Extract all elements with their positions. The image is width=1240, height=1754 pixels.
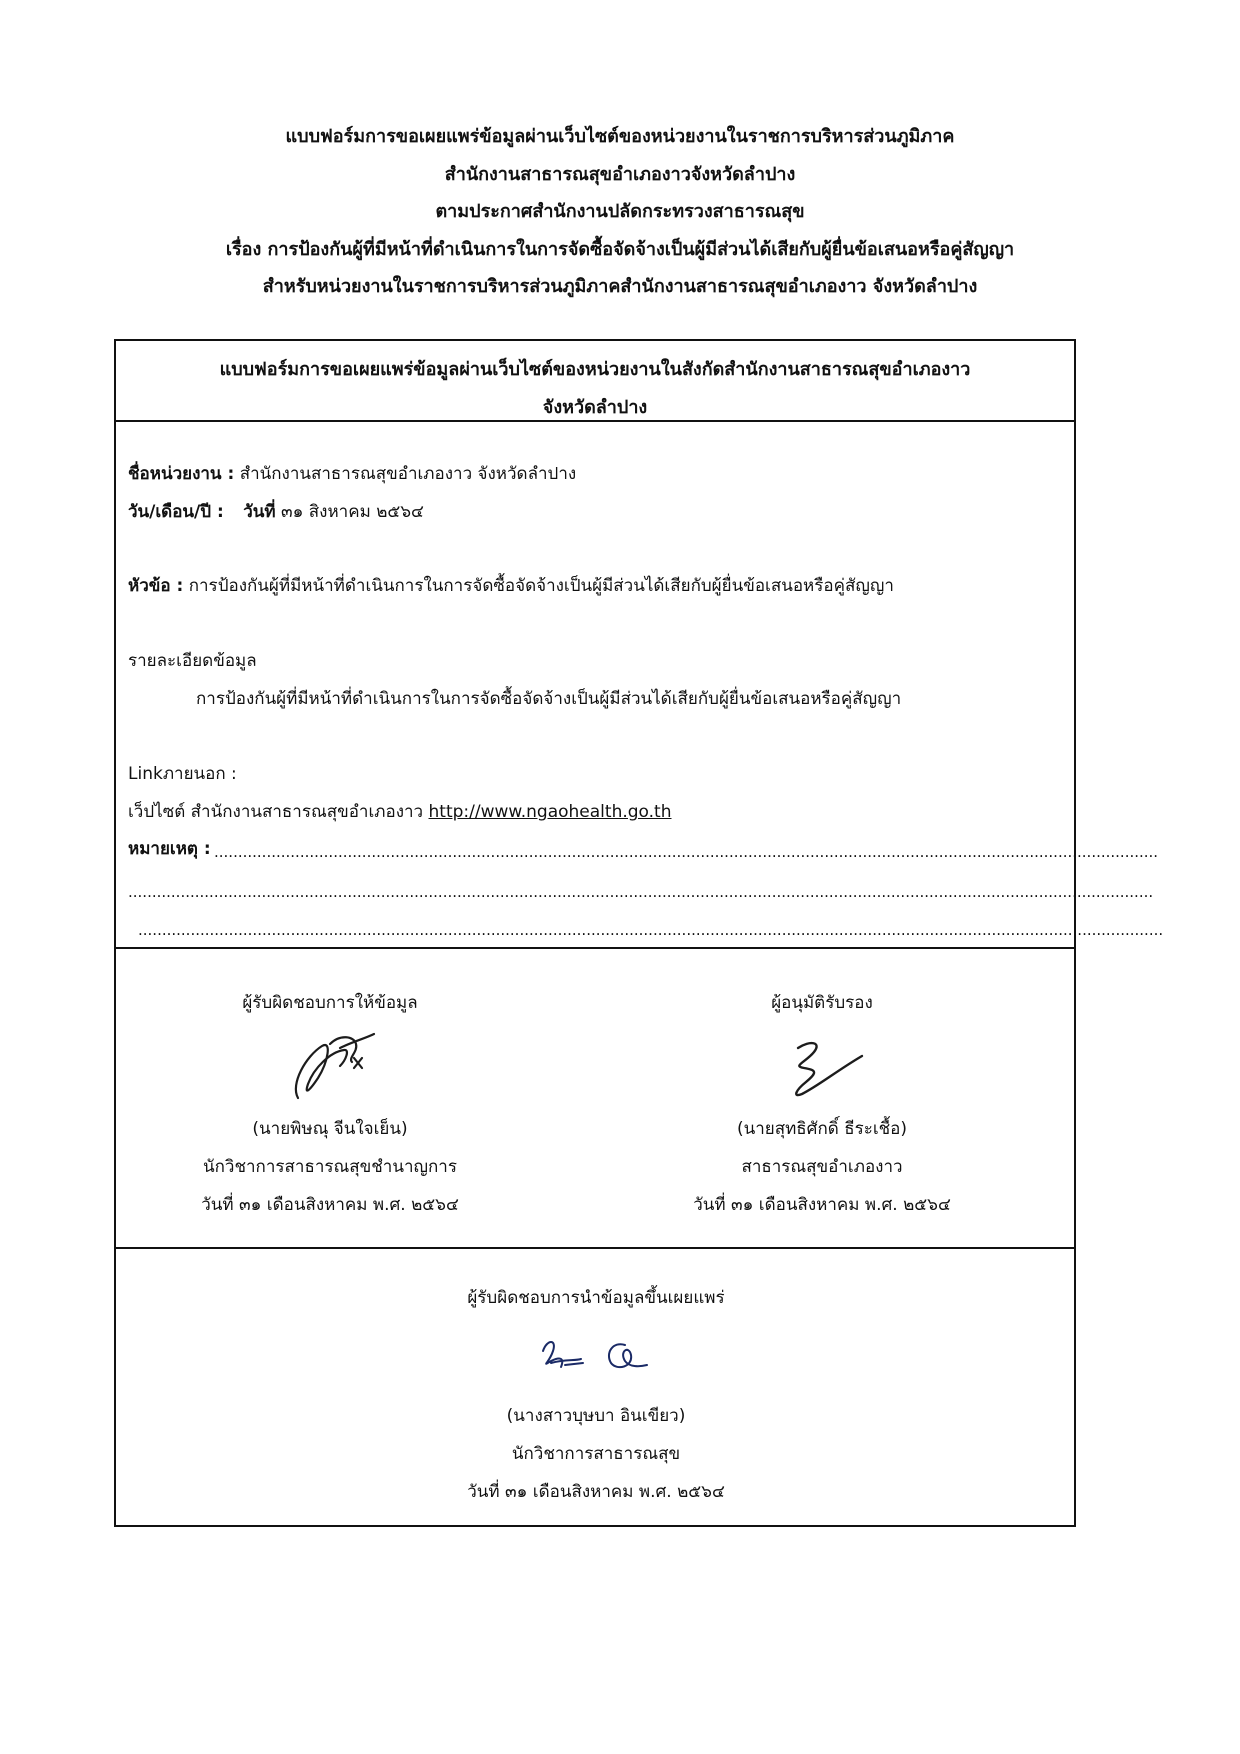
topic-row (128, 571, 1063, 601)
signature-right-date: วันที่ ๓๑ เดือนสิงหาคม พ.ศ. ๒๕๖๔ (693, 1195, 951, 1215)
divider-info (116, 947, 1074, 949)
header-line-3: ตามประกาศสำนักงานปลัดกระทรวงสาธารณสุข (435, 201, 805, 222)
form-box (114, 339, 1164, 1527)
agency-value: สำนักงานสาธารณสุขอำเภองาว จังหวัดลำปาง (239, 464, 577, 484)
website-row (128, 797, 1063, 827)
link-label: Linkภายนอก : (128, 764, 237, 784)
date-label: วัน/เดือน/ปี : (128, 502, 224, 522)
date-day-label: วันที่ (243, 502, 276, 522)
agency-row (128, 459, 1063, 489)
note-label: หมายเหตุ : (128, 839, 211, 859)
header-line-2: สำนักงานสาธารณสุขอำเภองาวจังหวัดลำปาง (444, 163, 796, 185)
note-dotted-line-2: ....................................................................................................................................................................................................................... (128, 883, 1154, 901)
handwritten-signature-left-icon (270, 1022, 390, 1110)
signature-bottom-image (386, 1317, 806, 1397)
signature-bottom-position: นักวิชาการสาธารณสุข (511, 1444, 681, 1464)
header-line-1: แบบฟอร์มการขอเผยแพร่ข้อมูลผ่านเว็บไซต์ของหน่วยงานในราชการบริหารส่วนภูมิภาค (285, 126, 955, 147)
form-title-line-2: จังหวัดลำปาง (542, 397, 648, 418)
signature-right-role: ผู้อนุมัติรับรอง (771, 993, 873, 1013)
form-title (116, 351, 1074, 427)
website-link[interactable]: http://www.ngaohealth.go.th (428, 802, 672, 822)
signature-bottom-date: วันที่ ๓๑ เดือนสิงหาคม พ.ศ. ๒๕๖๔ (467, 1482, 725, 1502)
agency-label: ชื่อหน่วยงาน : (128, 464, 235, 484)
handwritten-signature-bottom-icon (521, 1317, 671, 1397)
website-label: เว็ปไซต์ สำนักงานสาธารณสุขอำเภองาว (128, 802, 424, 822)
form-title-line-1: แบบฟอร์มการขอเผยแพร่ข้อมูลผ่านเว็บไซต์ของหน่วยงานในสังกัดสำนักงานสาธารณสุขอำเภองาว (219, 359, 971, 380)
signature-left-position: นักวิชาการสาธารณสุขชำนาญการ (203, 1157, 457, 1177)
divider-signatures (116, 1247, 1074, 1249)
signature-bottom-role: ผู้รับผิดชอบการนำข้อมูลขึ้นเผยแพร่ (467, 1288, 725, 1308)
note-dotted-line-1: ...................................................................................................................................................................................................... (214, 843, 1159, 861)
signature-left-date: วันที่ ๓๑ เดือนสิงหาคม พ.ศ. ๒๕๖๔ (201, 1195, 459, 1215)
signature-block-right (612, 984, 1032, 1224)
signature-bottom-name: (นางสาวบุษบา อินเขียว) (506, 1406, 686, 1426)
detail-value: การป้องกันผู้ที่มีหน้าที่ดำเนินการในการจัดซื้อจัดจ้างเป็นผู้มีส่วนได้เสียกับผู้ยื่นข้อเสนอหรือคู่สัญญา (196, 689, 902, 709)
topic-label: หัวข้อ : (128, 576, 184, 596)
divider-title (116, 420, 1074, 422)
signature-left-name: (นายพิษณุ จีนใจเย็น) (252, 1119, 408, 1139)
signature-right-name: (นายสุทธิศักดิ์ ธีระเชื้อ) (736, 1119, 908, 1139)
signature-block-left (120, 984, 540, 1224)
signature-right-image (612, 1022, 1032, 1110)
signature-left-image (120, 1022, 540, 1110)
signature-right-position: สาธารณสุขอำเภองาว (741, 1157, 903, 1177)
header-line-5: สำหรับหน่วยงานในราชการบริหารส่วนภูมิภาคสำนักงานสาธารณสุขอำเภองาว จังหวัดลำปาง (262, 276, 978, 297)
header-line-4: เรื่อง การป้องกันผู้ที่มีหน้าที่ดำเนินการในการจัดซื้อจัดจ้างเป็นผู้มีส่วนได้เสียกับผู้ยื่นข้อเสนอหรือคู่สัญญา (225, 238, 1015, 260)
date-row (128, 497, 1063, 527)
date-value: ๓๑ สิงหาคม ๒๕๖๔ (280, 502, 424, 522)
note-dotted-line-3: ....................................................................................................................................................................................................................... (138, 921, 1164, 939)
topic-value: การป้องกันผู้ที่มีหน้าที่ดำเนินการในการจัดซื้อจัดจ้างเป็นผู้มีส่วนได้เสียกับผู้ยื่นข้อเสนอหรือคู่สัญญา (188, 576, 894, 596)
handwritten-signature-right-icon (762, 1022, 882, 1110)
detail-label: รายละเอียดข้อมูล (128, 651, 257, 671)
signature-left-role: ผู้รับผิดชอบการให้ข้อมูล (242, 993, 418, 1013)
signature-block-bottom (386, 1279, 806, 1511)
document-header (80, 118, 1160, 306)
